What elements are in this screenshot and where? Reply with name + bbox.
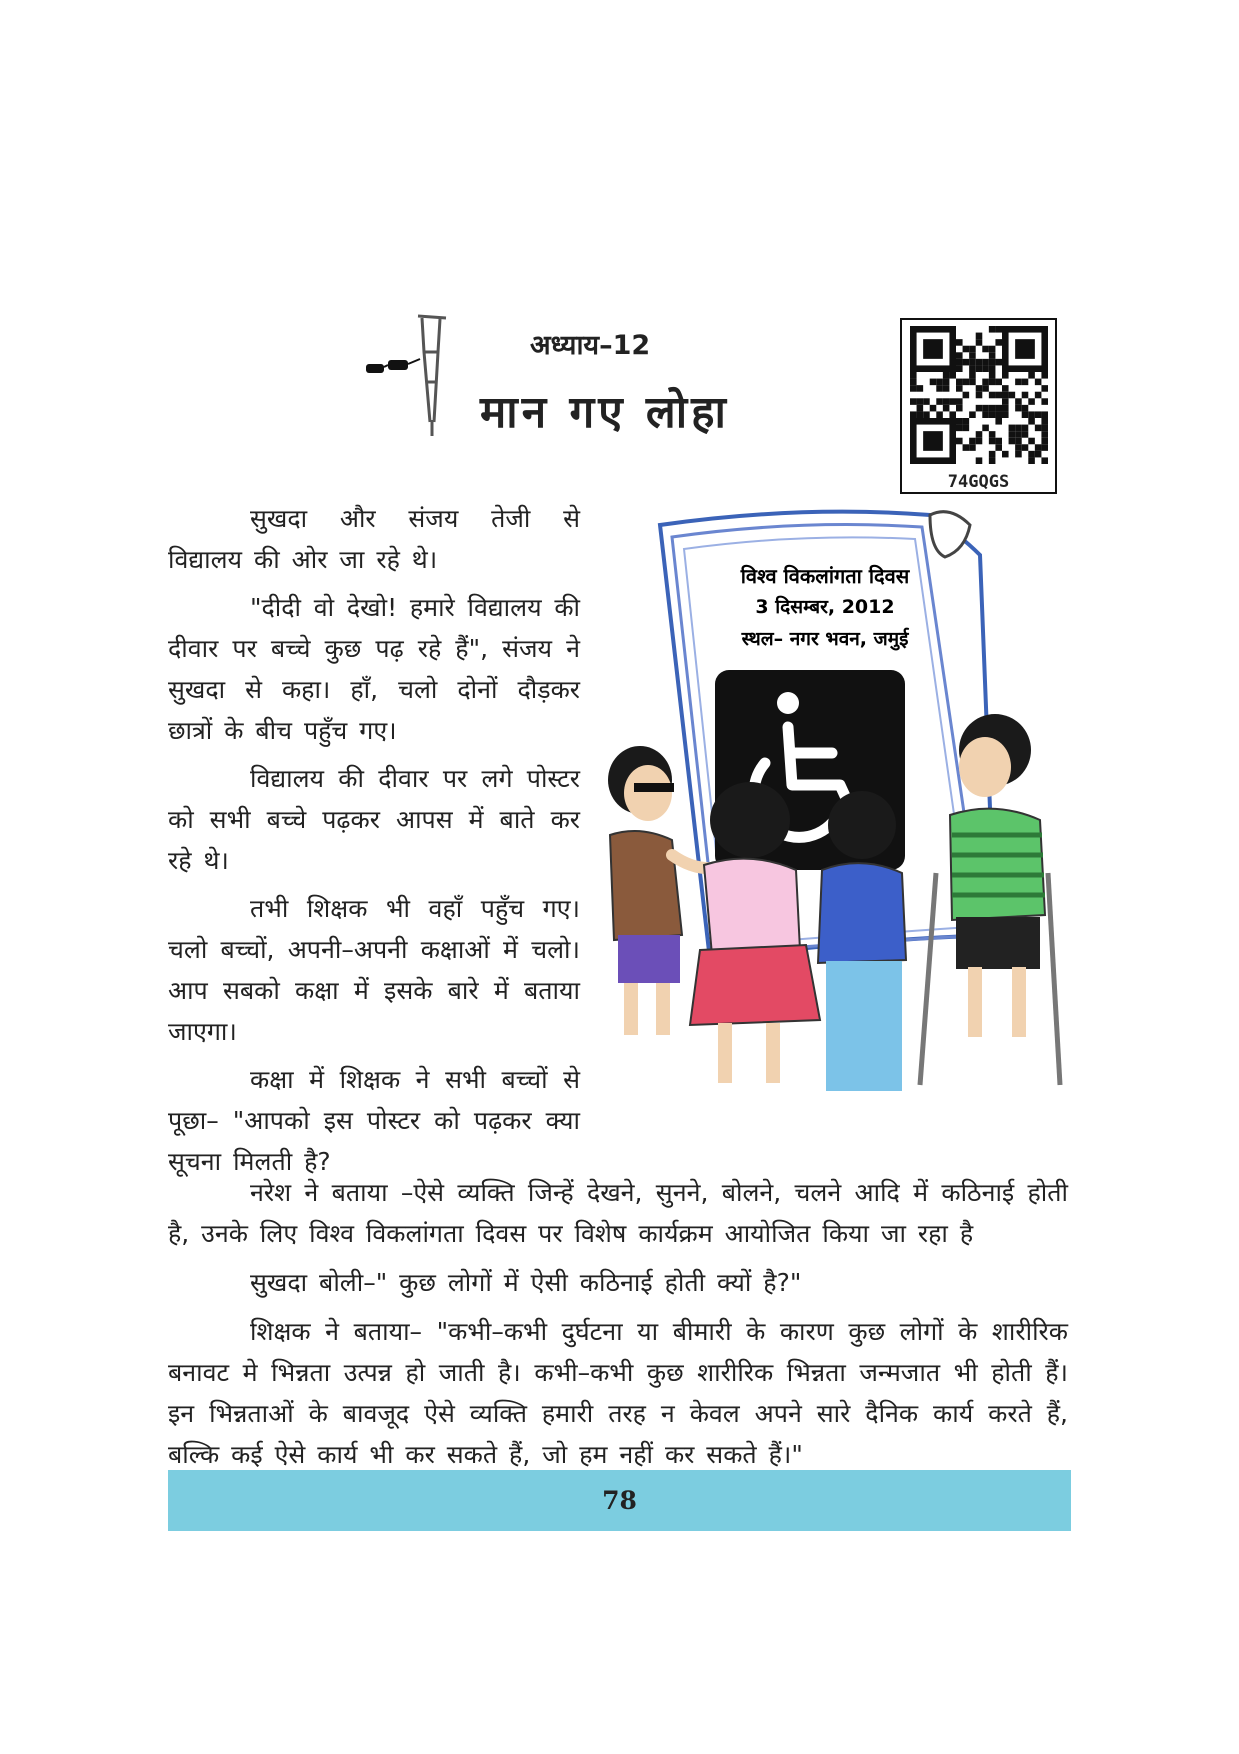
- paragraph: शिक्षक ने बताया– "कभी–कभी दुर्घटना या बीमारी के कारण कुछ लोगों के शारीरिक बनावट मे भिन्नता उत्पन्न हो जाती है। कभी–कभी कुछ शारीरिक भिन्नता जन्मजात भी होती हैं। इन भिन्नताओं के बावजूद ऐसे व्यक्ति हमारी तरह न केवल अपने सारे दैनिक कार्य करते हैं, बल्कि कई ऐसे कार्य भी कर सकते हैं, जो हम नहीं कर सकते हैं।": [168, 1317, 1068, 1469]
- child-blue-shirt: [818, 791, 906, 1091]
- poster-illustration: [600, 495, 1065, 1145]
- page-number: 78: [602, 1486, 637, 1515]
- qr-pattern: [910, 326, 1048, 464]
- qr-code[interactable]: [900, 318, 1057, 494]
- poster-line-1: विश्व विकलांगता दिवस: [740, 564, 910, 588]
- paragraph: "दीदी वो देखो! हमारे विद्यालय की दीवार पर बच्चे कुछ पढ़ रहे हैं", संजय ने सुखदा से कहा। हाँ, चलो दोनों दौड़कर छात्रों के बीच पहुँच गए।: [168, 593, 580, 745]
- paragraph: नरेश ने बताया –ऐसे व्यक्ति जिन्हें देखने, सुनने, बोलने, चलने आदि में कठिनाई होती है, उनके लिए विश्व विकलांगता दिवस पर विशेष कार्यक्रम आयोजित किया जा रहा है: [168, 1178, 1068, 1248]
- paragraph: सुखदा और संजय तेजी से विद्यालय की ओर जा रहे थे।: [168, 504, 580, 574]
- full-text-column: [168, 1172, 1068, 1475]
- qr-code-label: 74GQGS: [947, 472, 1010, 492]
- paragraph: तभी शिक्षक भी वहाँ पहुँच गए। चलो बच्चों, अपनी–अपनी कक्षाओं में चलो। आप सबको कक्षा में इसके बारे में बताया जाएगा।: [168, 894, 580, 1046]
- poster-line-2: 3 दिसम्बर, 2012: [755, 596, 895, 618]
- chapter-number: अध्याय–12: [530, 330, 651, 361]
- chapter-title: मान गए लोहा: [480, 387, 730, 438]
- footer-bar: [168, 1470, 1071, 1531]
- paragraph: विद्यालय की दीवार पर लगे पोस्टर को सभी बच्चे पढ़कर आपस में बाते कर रहे थे।: [168, 764, 580, 875]
- left-text-column: [168, 498, 580, 1182]
- poster-line-3: स्थल– नगर भवन, जमुई: [741, 628, 909, 650]
- paragraph: सुखदा बोली–" कुछ लोगों में ऐसी कठिनाई होती क्यों है?": [250, 1268, 802, 1297]
- crutch-sunglasses-icon: [358, 312, 453, 442]
- paragraph: कक्षा में शिक्षक ने सभी बच्चों से पूछा– "आपको इस पोस्टर को पढ़कर क्या सूचना मिलती है?: [168, 1065, 580, 1176]
